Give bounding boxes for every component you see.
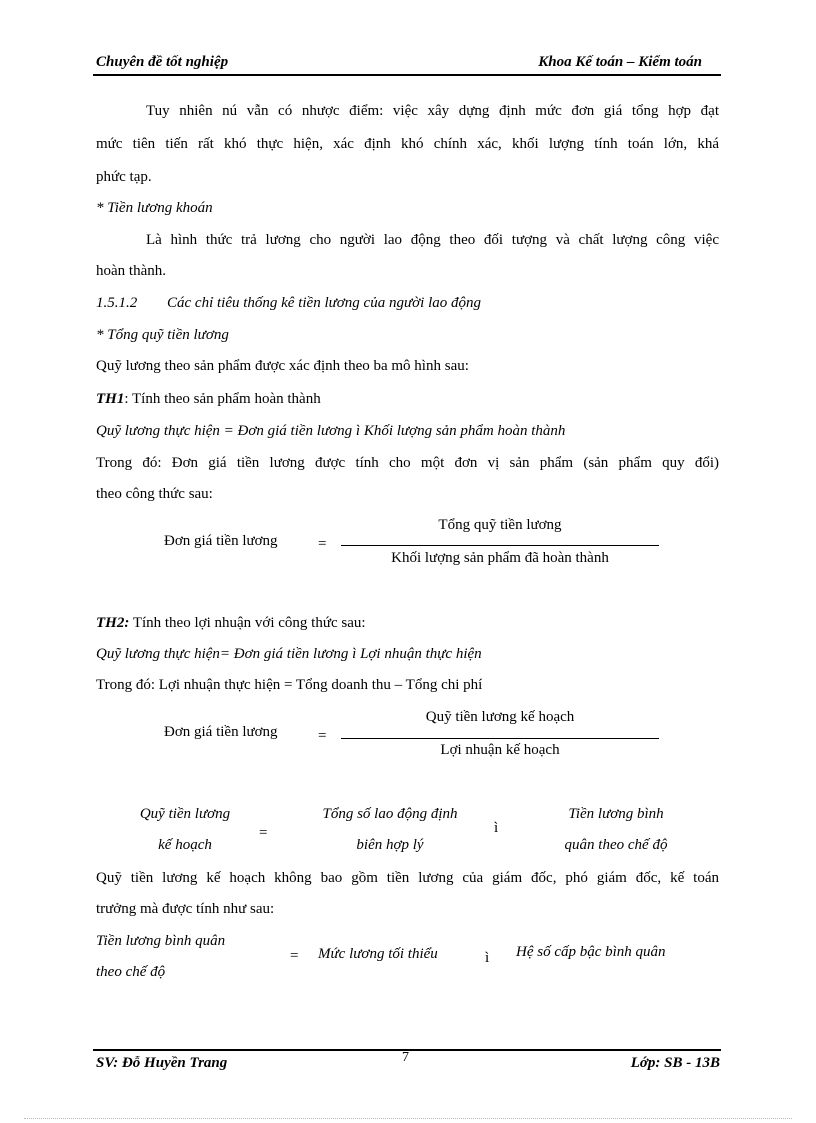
- th1-line: [96, 391, 321, 408]
- frac1-numerator: Tổng quỹ tiền lương: [438, 517, 562, 533]
- para-4-line-1: Trong đó: Đơn giá tiền lương được tính cho một đơn vị sản phẩm (sản phẩm quy đổi): [96, 455, 719, 471]
- th1-label: TH1: [96, 391, 125, 407]
- frac1-denominator: Khối lượng sản phẩm đã hoàn thành: [391, 550, 609, 566]
- formula-2: Quỹ lương thực hiện= Đơn giá tiền lương ì Lợi nhuận thực hiện: [96, 646, 482, 662]
- footer-left: SV: Đỗ Huyền Trang: [96, 1055, 228, 1071]
- footer-right: Lớp: SB - 13B: [630, 1055, 720, 1071]
- section-number: 1.5.1.2: [96, 295, 138, 311]
- para-2-line-2: hoàn thành.: [96, 263, 166, 279]
- formula3-mid-line-1: Tổng số lao động định: [322, 806, 458, 822]
- th1-text: : Tính theo sản phẩm hoàn thành: [124, 391, 321, 407]
- formula-1: Quỹ lương thực hiện = Đơn giá tiền lương ì Khối lượng sản phẩm hoàn thành: [96, 423, 566, 439]
- para-1-line-2: mức tiên tiến rất khó thực hiện, xác định khó chính xác, khối lượng tính toán lớn, khá: [96, 136, 719, 152]
- formula4-equals: =: [290, 948, 299, 964]
- para-1-line-3: phức tạp.: [96, 169, 152, 185]
- formula3-mid-line-2: biên hợp lý: [356, 837, 424, 853]
- formula3-rhs-line-2: quân theo chế độ: [564, 837, 668, 853]
- header-right: Khoa Kế toán – Kiểm toán: [538, 54, 702, 70]
- formula4-lhs-line-1: Tiền lương bình quân: [96, 933, 226, 949]
- formula4-multiply: ì: [485, 950, 490, 966]
- para-3: Quỹ lương theo sản phẩm được xác định theo ba mô hình sau:: [96, 358, 469, 374]
- frac2-bar: [341, 738, 659, 739]
- th2-label: TH2:: [96, 615, 130, 631]
- frac1-equals: =: [318, 536, 327, 552]
- th2-text: Tính theo lợi nhuận với công thức sau:: [132, 615, 366, 631]
- section-title: Các chỉ tiêu thống kê tiền lương của người lao động: [167, 295, 481, 311]
- formula4-lhs-line-2: theo chế độ: [96, 964, 166, 980]
- frac2-lhs: Đơn giá tiền lương: [164, 724, 278, 740]
- heading-tien-luong-khoan: * Tiền lương khoán: [96, 200, 213, 216]
- para-6-line-2: trưởng mà được tính như sau:: [96, 901, 275, 917]
- formula3-equals: =: [259, 825, 268, 841]
- formula3-lhs-line-1: Quỹ tiền lương: [139, 806, 231, 822]
- frac2-numerator: Quỹ tiền lương kế hoạch: [425, 709, 575, 725]
- header-left: Chuyên đề tốt nghiệp: [96, 54, 229, 70]
- para-6-line-1: Quỹ tiền lương kế hoạch không bao gồm tiền lương của giám đốc, phó giám đốc, kế toán: [96, 870, 719, 886]
- para-1-line-1: Tuy nhiên nú vẫn có nhược điểm: việc xây dựng định mức đơn giá tổng hợp đạt: [146, 103, 719, 119]
- frac1-bar: [341, 545, 659, 546]
- formula3-lhs-line-2: kế hoạch: [158, 837, 212, 853]
- heading-tong-quy-tien-luong: * Tổng quỹ tiền lương: [96, 327, 229, 343]
- header-rule: [93, 74, 721, 76]
- formula3-multiply: ì: [494, 820, 499, 836]
- frac2-equals: =: [318, 728, 327, 744]
- formula4-rhs: Hệ số cấp bậc bình quân: [516, 944, 666, 960]
- th2-line: [96, 615, 366, 632]
- para-5: Trong đó: Lợi nhuận thực hiện = Tổng doanh thu – Tổng chi phí: [96, 677, 483, 693]
- page-number: 7: [402, 1050, 409, 1065]
- page-bottom-border: [24, 1118, 792, 1119]
- para-4-line-2: theo công thức sau:: [96, 486, 213, 502]
- frac1-lhs: Đơn giá tiền lương: [164, 533, 278, 549]
- formula3-rhs-line-1: Tiền lương bình: [568, 806, 664, 822]
- para-2-line-1: Là hình thức trả lương cho người lao động theo đối tượng và chất lượng công việc: [146, 232, 719, 248]
- frac2-denominator: Lợi nhuận kế hoạch: [440, 742, 560, 758]
- formula4-mid: Mức lương tối thiểu: [318, 946, 438, 962]
